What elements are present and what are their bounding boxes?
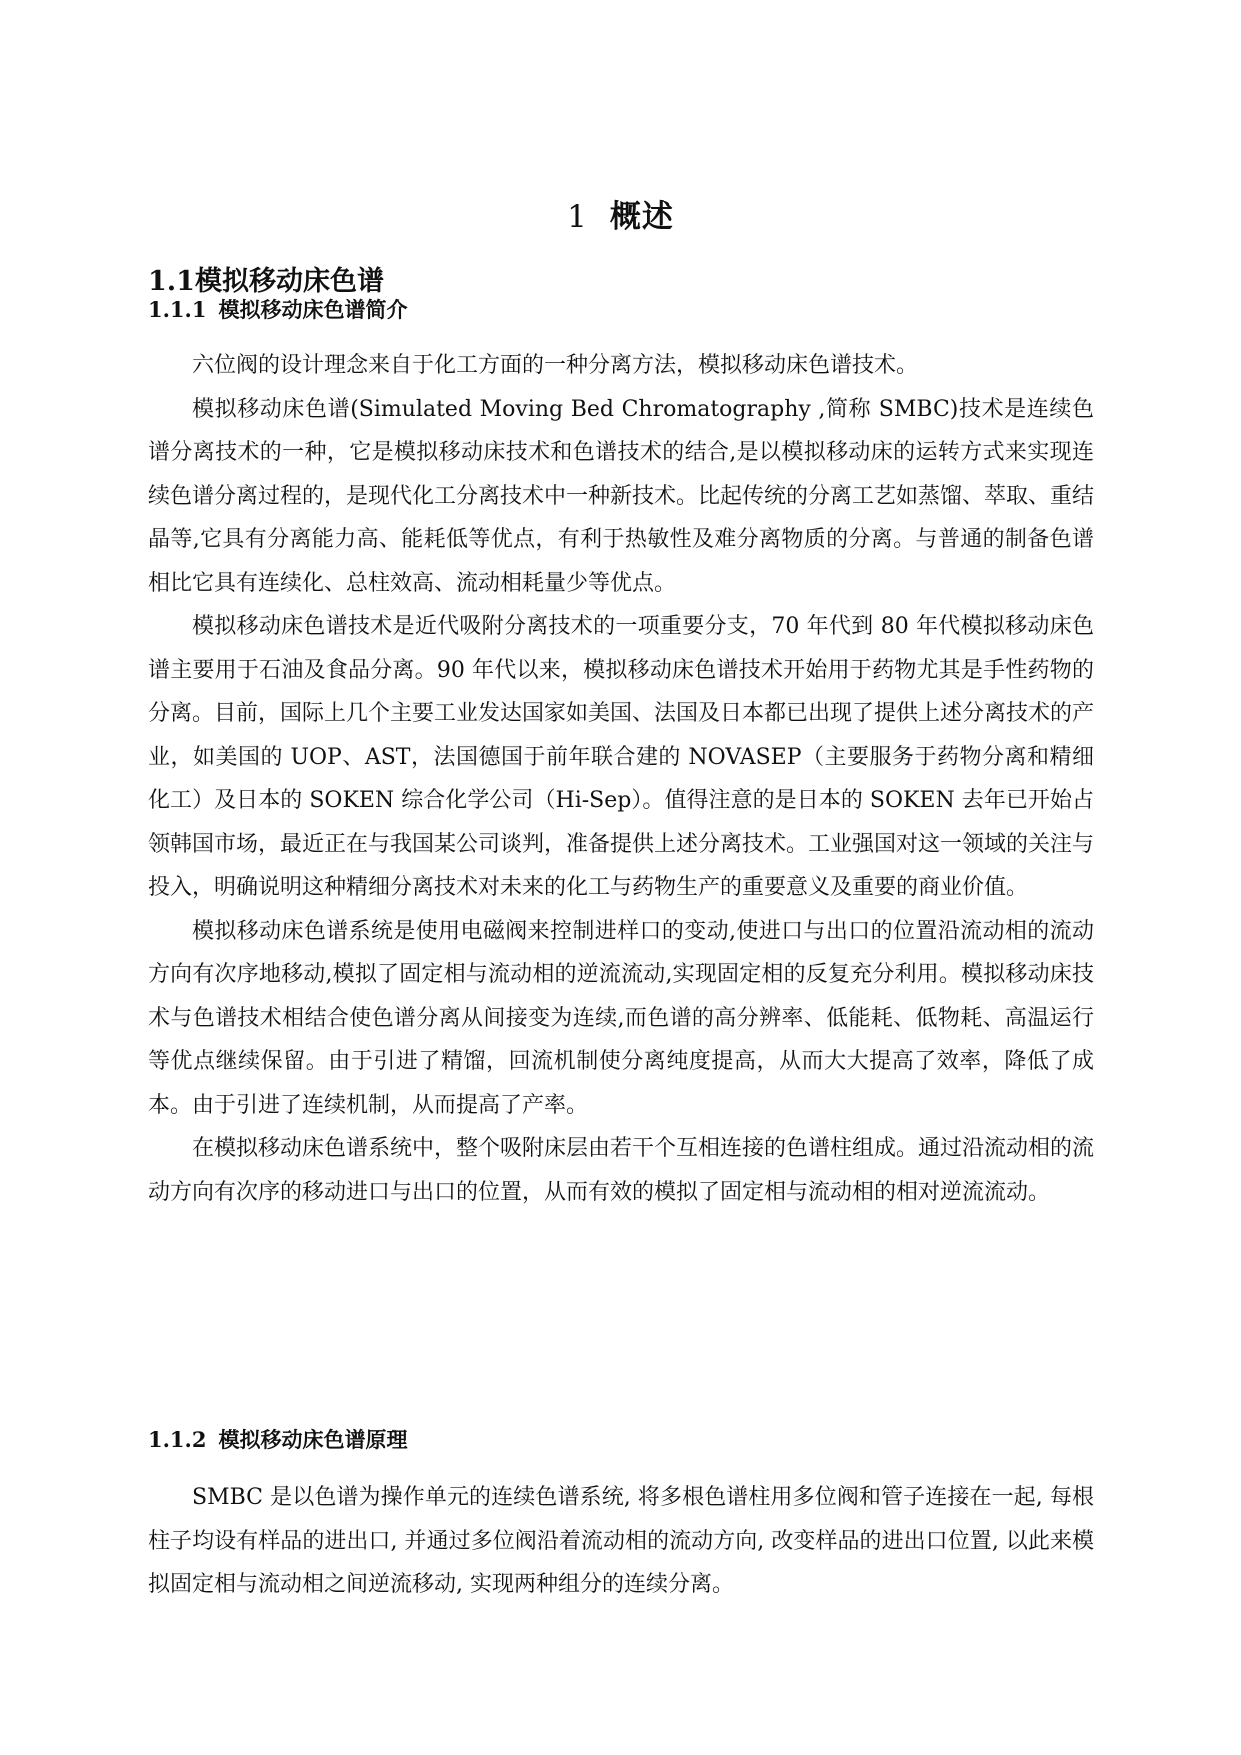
paragraph: 六位阀的设计理念来自于化工方面的一种分离方法，模拟移动床色谱技术。 [192,353,919,378]
subsection-1-body [148,344,1094,1214]
chapter-title-text: 概述 [609,199,674,235]
section-number: 1.1 [148,266,195,297]
subsection-2-body [148,1476,1094,1607]
paragraph: 在模拟移动床色谱系统中，整个吸附床层由若干个互相连接的色谱柱组成。通过沿流动相的流动方向有次序的移动进口与出口的位置，从而有效的模拟了固定相与流动相的相对逆流流动。 [148,1136,1095,1205]
subsection-number-2: 1.1.2 [148,1427,207,1452]
subsection-number-1: 1.1.1 [148,297,207,322]
chapter-title [0,195,1241,239]
subsection-title-text-1: 模拟移动床色谱简介 [218,297,408,322]
paragraph: 模拟移动床色谱系统是使用电磁阀来控制进样口的变动,使进口与出口的位置沿流动相的流动方向有次序地移动,模拟了固定相与流动相的逆流流动,实现固定相的反复充分利用。模拟移动床技术与色谱技术相结合使色谱分离从间接变为连续,而色谱的高分辨率、低能耗、低物耗、高温运行等优点继续保留。由于引进了精馏，回流机制使分离纯度提高，从而大大提高了效率，降低了成本。由于引进了连续机制，从而提高了产率。 [148,918,1094,1118]
chapter-number: 1 [567,199,588,235]
section-title-text: 模拟移动床色谱 [194,266,384,297]
subsection-title-1 [148,294,407,326]
paragraph: SMBC 是以色谱为操作单元的连续色谱系统, 将多根色谱柱用多位阀和管子连接在一起, 每根柱子均设有样品的进出口, 并通过多位阀沿着流动相的流动方向, 改变样品的进出口位置, 以此来模拟固定相与流动相之间逆流移动, 实现两种组分的连续分离。 [148,1485,1094,1597]
paragraph: 模拟移动床色谱技术是近代吸附分离技术的一项重要分支，70 年代到 80 年代模拟移动床色谱主要用于石油及食品分离。90 年代以来，模拟移动床色谱技术开始用于药物尤其是手性药物的分离。目前，国际上几个主要工业发达国家如美国、法国及日本都已出现了提供上述分离技术的产业，如美国的 UOP、AST，法国德国于前年联合建的 NOVASEP（主要服务于药物分离和精细化工）及日本的 SOKEN 综合化学公司（Hi-Sep）。值得注意的是日本的 SOKEN 去年已开始占领韩国市场，最近正在与我国某公司谈判，准备提供上述分离技术。工业强国对这一领域的关注与投入，明确说明这种精细分离技术对未来的化工与药物生产的重要意义及重要的商业价值。 [148,614,1095,900]
subsection-title-2 [148,1424,407,1456]
paragraph: 模拟移动床色谱(Simulated Moving Bed Chromatography ,简称 SMBC)技术是连续色谱分离技术的一种，它是模拟移动床技术和色谱技术的结合,是以模拟移动床的运转方式来实现连续色谱分离过程的，是现代化工分离技术中一种新技术。比起传统的分离工艺如蒸馏、萃取、重结晶等,它具有分离能力高、能耗低等优点，有利于热敏性及难分离物质的分离。与普通的制备色谱相比它具有连续化、总柱效高、流动相耗量少等优点。 [148,396,1095,596]
subsection-title-text-2: 模拟移动床色谱原理 [218,1427,408,1452]
